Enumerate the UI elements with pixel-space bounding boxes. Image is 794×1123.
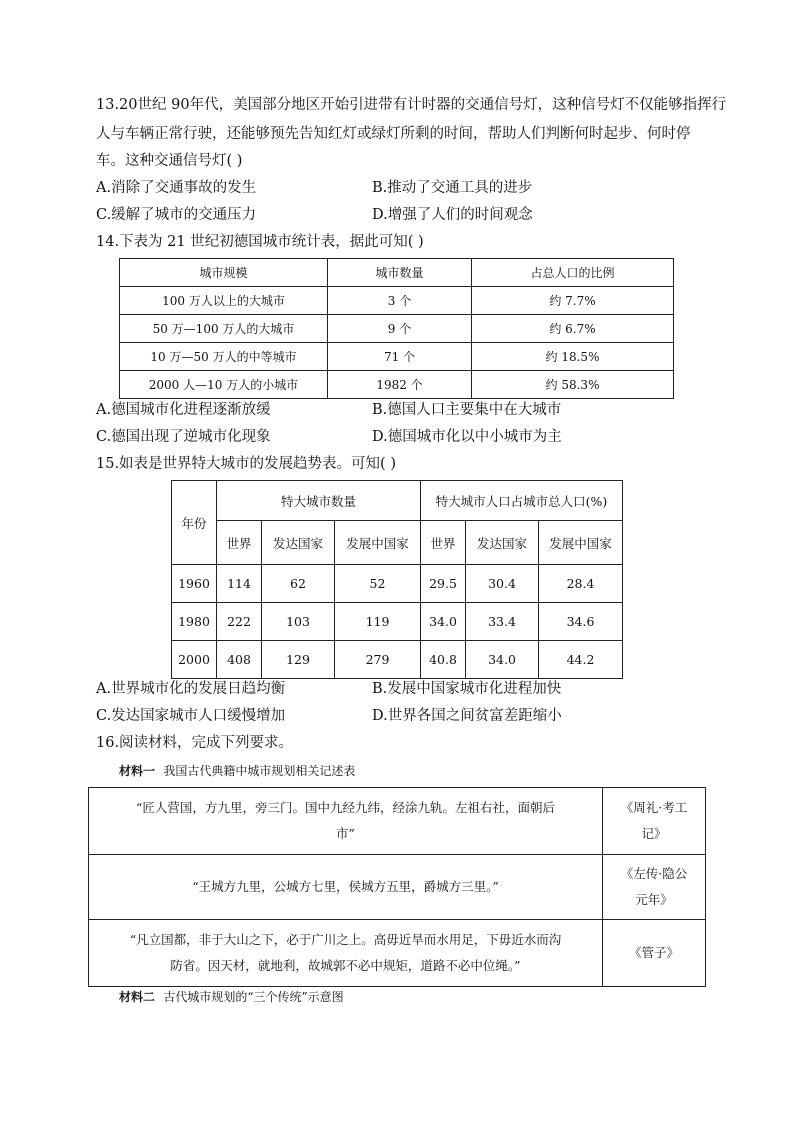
source-line: 记》: [641, 826, 667, 841]
q14-option-a: A.德国城市化进程逐渐放缓: [96, 402, 271, 418]
quote-line: 防省。因天材，就地利，故城郭不必中规矩，道路不必中位绳。”: [170, 958, 521, 973]
table-cell: 2000 人—10 万人的小城市: [120, 371, 328, 399]
table-row: [89, 920, 706, 987]
table-cell: 129: [262, 641, 335, 679]
source-line: 《周礼·考工: [620, 800, 688, 815]
q13-option-c: C.缓解了城市的交通压力: [96, 207, 257, 223]
q14-stem: 14.下表为 21 世纪初德国城市统计表，据此可知( ): [96, 234, 424, 250]
ancient-city-planning-table: [88, 787, 706, 987]
table-row: [120, 371, 674, 399]
table-cell: 279: [335, 641, 421, 679]
table-cell: 34.0: [466, 641, 539, 679]
table-cell: 约 6.7%: [472, 315, 674, 343]
table-cell: 40.8: [421, 641, 466, 679]
table-cell: 50 万—100 万人的大城市: [120, 315, 328, 343]
table-cell: 2000: [172, 641, 217, 679]
header-year: 年份: [172, 481, 217, 565]
source-cell: [603, 855, 706, 920]
quote-line: “匠人营国，方九里，旁三门。国中九经九纬，经涂九轨。左祖右社，面朝后: [136, 800, 555, 815]
table-cell: 34.0: [421, 603, 466, 641]
table-cell: 29.5: [421, 565, 466, 603]
q15-option-d: D.世界各国之间贫富差距缩小: [372, 708, 562, 724]
germany-city-table: [119, 258, 674, 399]
table-subheader-row: [172, 521, 623, 565]
q15-option-a: A.世界城市化的发展日趋均衡: [96, 681, 286, 697]
table-cell: 71 个: [328, 343, 472, 371]
quote-cell: [89, 855, 603, 920]
table-cell: 约 7.7%: [472, 287, 674, 315]
material-two-label: 材料二: [119, 990, 156, 1004]
table-cell: 1982 个: [328, 371, 472, 399]
table-cell: 1980: [172, 603, 217, 641]
q13-stem-line3: 车。这种交通信号灯( ): [96, 153, 243, 169]
table-cell: 44.2: [539, 641, 623, 679]
material-two-caption: [119, 988, 344, 1005]
subheader-developed: 发达国家: [466, 521, 539, 565]
table-cell: 222: [217, 603, 262, 641]
source-line: 《左传·隐公: [620, 866, 688, 881]
q14-option-b: B.德国人口主要集中在大城市: [372, 402, 562, 418]
table-cell: 114: [217, 565, 262, 603]
header-city-count: 城市数量: [328, 259, 472, 287]
table-row: [172, 565, 623, 603]
table-cell: 28.4: [539, 565, 623, 603]
megacity-trend-table: [171, 480, 623, 679]
table-row: [89, 855, 706, 920]
table-row: [120, 287, 674, 315]
q15-option-b: B.发展中国家城市化进程加快: [372, 681, 562, 697]
q15-stem: 15.如表是世界特大城市的发展趋势表。可知( ): [96, 456, 396, 472]
table-cell: 约 58.3%: [472, 371, 674, 399]
quote-line: “凡立国都，非于大山之下，必于广川之上。高毋近旱而水用足，下毋近水而沟: [129, 932, 562, 947]
table-cell: 52: [335, 565, 421, 603]
table-cell: 100 万人以上的大城市: [120, 287, 328, 315]
quote-line: 市”: [336, 826, 355, 841]
table-header-row: [172, 481, 623, 521]
quote-line: “王城方九里，公城方七里，侯城方五里，爵城方三里。”: [192, 879, 499, 894]
source-cell: [603, 920, 706, 987]
q13-stem-line1: 13.20世纪 90年代，美国部分地区开始引进带有计时器的交通信号灯，这种信号灯不仅能够指挥行: [96, 97, 727, 113]
table-cell: 119: [335, 603, 421, 641]
q14-option-c: C.德国出现了逆城市化现象: [96, 429, 271, 445]
table-cell: 34.6: [539, 603, 623, 641]
q13-option-b: B.推动了交通工具的进步: [372, 180, 533, 196]
header-megacity-population-share: 特大城市人口占城市总人口(%): [421, 481, 623, 521]
q13-stem-line2: 人与车辆正常行驶，还能够预先告知红灯或绿灯所剩的时间，帮助人们判断何时起步、何时停: [96, 126, 691, 142]
q13-option-a: A.消除了交通事故的发生: [96, 180, 257, 196]
subheader-world: 世界: [421, 521, 466, 565]
material-two-title: 古代城市规划的“三个传统”示意图: [163, 990, 344, 1004]
table-row: [172, 641, 623, 679]
subheader-developing: 发展中国家: [539, 521, 623, 565]
table-cell: 9 个: [328, 315, 472, 343]
q16-stem: 16.阅读材料，完成下列要求。: [96, 735, 294, 751]
table-cell: 10 万—50 万人的中等城市: [120, 343, 328, 371]
table-row: [89, 788, 706, 855]
subheader-world: 世界: [217, 521, 262, 565]
source-line: 元年》: [635, 892, 673, 907]
source-cell: [603, 788, 706, 855]
source-line: 《管子》: [628, 945, 679, 960]
subheader-developed: 发达国家: [262, 521, 335, 565]
table-cell: 408: [217, 641, 262, 679]
table-cell: 1960: [172, 565, 217, 603]
header-population-share: 占总人口的比例: [472, 259, 674, 287]
table-cell: 103: [262, 603, 335, 641]
q14-option-d: D.德国城市化以中小城市为主: [372, 429, 562, 445]
quote-cell: [89, 920, 603, 987]
quote-cell: [89, 788, 603, 855]
material-one-title: 我国古代典籍中城市规划相关记述表: [163, 764, 356, 778]
table-row: [172, 603, 623, 641]
q13-option-d: D.增强了人们的时间观念: [372, 207, 533, 223]
header-city-scale: 城市规模: [120, 259, 328, 287]
header-megacity-count: 特大城市数量: [217, 481, 421, 521]
material-one-caption: [119, 762, 355, 779]
material-one-label: 材料一: [119, 764, 156, 778]
table-row: [120, 343, 674, 371]
subheader-developing: 发展中国家: [335, 521, 421, 565]
table-cell: 3 个: [328, 287, 472, 315]
table-header-row: [120, 259, 674, 287]
table-cell: 62: [262, 565, 335, 603]
table-cell: 33.4: [466, 603, 539, 641]
table-row: [120, 315, 674, 343]
table-cell: 30.4: [466, 565, 539, 603]
q15-option-c: C.发达国家城市人口缓慢增加: [96, 708, 286, 724]
table-cell: 约 18.5%: [472, 343, 674, 371]
